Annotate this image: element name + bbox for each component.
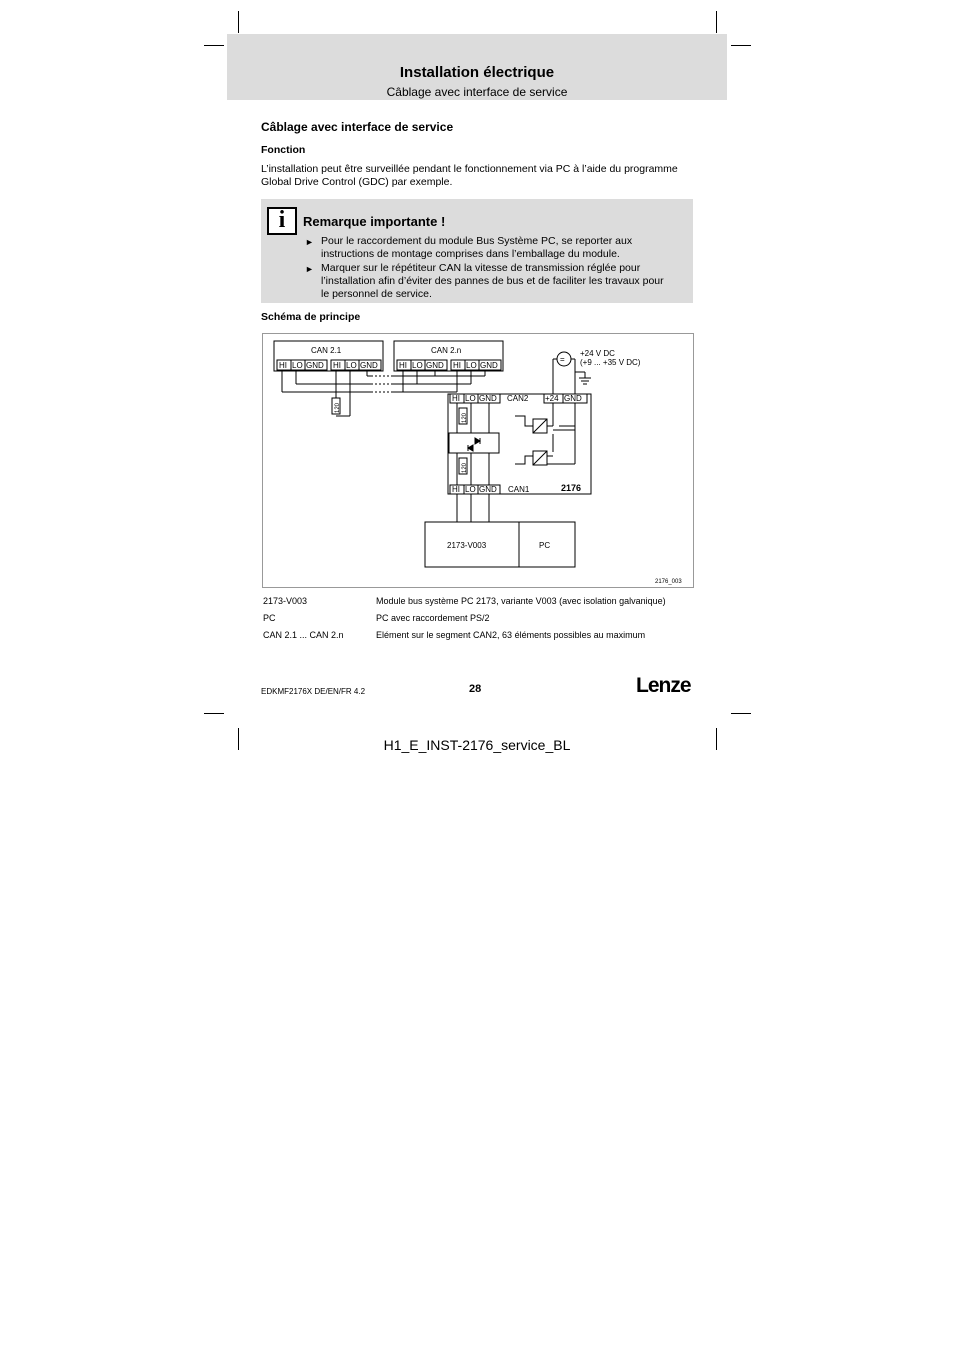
can-bus-wires (282, 370, 485, 416)
can2-label: CAN2 (507, 394, 529, 403)
crop-mark (716, 11, 717, 33)
legend-term: 2173-V003 (263, 596, 308, 606)
terminal-label: LO (465, 394, 476, 403)
header-title: Installation électrique (399, 64, 555, 81)
header-subtitle: Câblage avec interface de service (386, 85, 568, 99)
legend-desc: Elément sur le segment CAN2, 63 éléments possibles au maximum (376, 630, 646, 640)
section-heading: Câblage avec interface de service (261, 120, 454, 134)
bullet-arrow-icon: ► (305, 264, 314, 274)
fonction-heading: Fonction (261, 144, 306, 156)
info-icon: i (267, 207, 297, 235)
resistor-label: 120 (462, 462, 468, 473)
pc-module-wires (457, 494, 489, 522)
legend-term: PC (263, 613, 276, 623)
terminal-label: GND (426, 361, 444, 370)
resistor-label: 120 (462, 412, 468, 423)
fonction-text-line: L’installation peut être surveillée pendant le fonctionnement via PC à l’aide du programme (261, 163, 678, 175)
terminal-label: LO (466, 361, 477, 370)
legend-term: CAN 2.1 ... CAN 2.n (263, 630, 344, 640)
can2n-label: CAN 2.n (431, 346, 462, 355)
wiring-diagram-svg (263, 334, 693, 587)
isolator-diagonal (533, 451, 547, 465)
terminal-label: GND (479, 485, 497, 494)
can1-label: CAN1 (508, 485, 530, 494)
module-label: 2173-V003 (447, 541, 487, 550)
note-item (321, 262, 689, 301)
crop-mark (204, 45, 224, 46)
crop-mark (238, 11, 239, 33)
footer-doc-ref: EDKMF2176X DE/EN/FR 4.2 (261, 687, 366, 696)
isolator-diagonal (533, 419, 547, 433)
page-header (227, 34, 727, 100)
legend-desc: Module bus système PC 2173, variante V003 (avec isolation galvanique) (376, 596, 666, 606)
terminal-label: LO (346, 361, 357, 370)
note-item-line: instructions de montage comprises dans l’emballage du module. (321, 248, 620, 260)
pc-label: PC (539, 541, 551, 550)
crop-mark (731, 713, 751, 714)
terminal-label: HI (452, 485, 460, 494)
lenze-logo: Lenze (636, 674, 691, 697)
note-item-line: Marquer sur le répétiteur CAN la vitesse de transmission réglée pour (321, 262, 641, 274)
terminal-label: LO (412, 361, 423, 370)
crop-mark (731, 45, 751, 46)
schema-heading: Schéma de principe (261, 311, 361, 323)
note-item (321, 235, 689, 261)
note-title: Remarque importante ! (303, 214, 446, 229)
dc-range-label: (+9 ... +35 V DC) (580, 358, 641, 367)
figure-id: 2176_003 (655, 579, 682, 585)
page-number: 28 (469, 683, 482, 695)
terminal-label: +24 (545, 394, 559, 403)
note-item-line: Pour le raccordement du module Bus Système PC, se reporter aux (321, 235, 633, 247)
model-label: 2176 (561, 483, 582, 493)
note-item-line: l’installation afin d’éviter des pannes de bus et de faciliter les travaux pour (321, 275, 664, 287)
dc-voltage-label: +24 V DC (580, 349, 615, 358)
terminal-label: HI (279, 361, 287, 370)
fonction-text-line: Global Drive Control (GDC) par exemple. (261, 176, 453, 188)
crop-mark (204, 713, 224, 714)
terminal-label: HI (452, 394, 460, 403)
terminal-label: LO (465, 485, 476, 494)
dc-symbol: = (560, 355, 565, 364)
can21-label: CAN 2.1 (311, 346, 342, 355)
resistor-label: 120 (335, 402, 341, 413)
terminal-label: LO (292, 361, 303, 370)
terminal-label: GND (360, 361, 378, 370)
terminal-label: GND (479, 394, 497, 403)
terminal-label: GND (480, 361, 498, 370)
terminal-label: HI (333, 361, 341, 370)
important-note (261, 199, 693, 303)
document-id: H1_E_INST-2176_service_BL (383, 737, 571, 753)
terminal-label: HI (399, 361, 407, 370)
legend-desc: PC avec raccordement PS/2 (376, 613, 490, 623)
terminal-label: HI (453, 361, 461, 370)
bullet-arrow-icon: ► (305, 237, 314, 247)
terminal-label: GND (564, 394, 582, 403)
wiring-diagram (262, 333, 694, 588)
transceiver-block (449, 433, 499, 453)
note-item-line: le personnel de service. (321, 288, 432, 300)
terminal-label: GND (306, 361, 324, 370)
